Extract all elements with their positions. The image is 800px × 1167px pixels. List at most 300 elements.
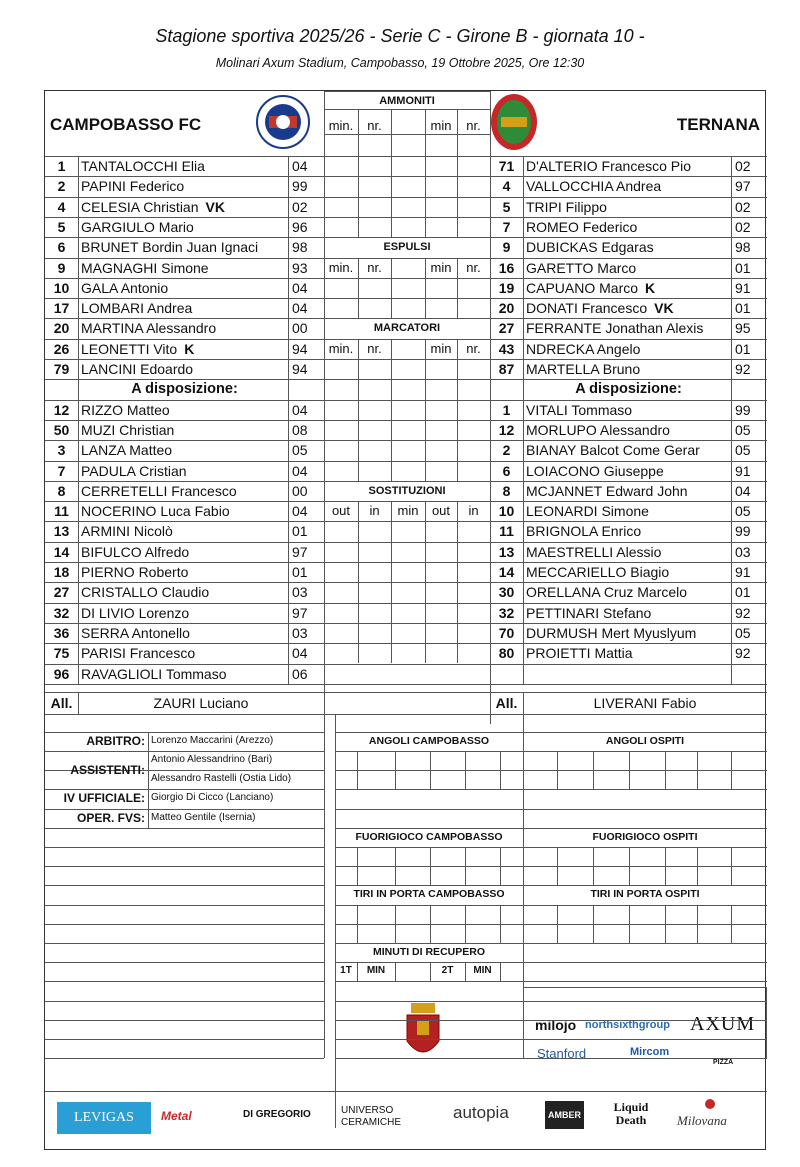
ammoniti-header: AMMONITI <box>379 95 435 107</box>
home-player-name-text: LANCINI Edoardo <box>81 361 194 377</box>
grid-line <box>335 981 767 982</box>
grid-line <box>731 905 732 943</box>
away-bench-number: 80 <box>498 645 515 662</box>
first-half-label: 1T <box>340 965 352 977</box>
grid-line <box>593 751 594 789</box>
away-player-name-text: FERRANTE Jonathan Alexis <box>526 320 704 337</box>
sponsor-stanford: Stanford <box>537 1046 587 1061</box>
home-player-code: 96 <box>292 218 308 235</box>
away-bench-name: LEONARDI Simone <box>526 503 649 520</box>
grid-line <box>324 623 490 624</box>
grid-line <box>45 714 767 715</box>
away-bench-number: 32 <box>498 604 515 621</box>
home-player-code: 04 <box>292 300 308 317</box>
grid-line <box>500 962 501 981</box>
away-player-number: 20 <box>498 300 515 317</box>
home-player-name <box>81 197 287 217</box>
away-bench-number: 30 <box>498 584 515 601</box>
home-player-name-text: LOMBARI Andrea <box>81 300 193 317</box>
home-coach-label: All. <box>50 694 73 711</box>
home-player-name <box>81 176 287 196</box>
away-bench-code: 91 <box>735 462 751 479</box>
grid-line <box>697 847 698 885</box>
official-name-assistente2: Alessandro Rastelli (Ostia Lido) <box>151 773 292 785</box>
espulsi-min2-label: min <box>430 259 452 275</box>
away-bench-name: MECCARIELLO Biagio <box>526 564 670 580</box>
away-player-name <box>526 217 731 237</box>
away-player-name-text: CAPUANO Marco <box>526 279 639 296</box>
away-player-number: 5 <box>502 198 511 215</box>
away-bench-code: 99 <box>735 523 751 540</box>
match-venue: Molinari Axum Stadium, Campobasso, 19 Ottobre 2025, Ore 12:30 <box>215 56 585 70</box>
home-bench-name: MUZI Christian <box>81 421 175 438</box>
home-player-code: 94 <box>292 361 308 377</box>
grid-line <box>665 847 666 885</box>
away-player-name <box>526 359 731 379</box>
away-bench-name: LOIACONO Giuseppe <box>526 462 664 479</box>
official-name-arbitro: Lorenzo Maccarini (Arezzo) <box>151 734 274 746</box>
away-bench-code: 05 <box>735 442 751 459</box>
marcatori-header: MARCATORI <box>373 322 441 335</box>
grid-line <box>324 461 490 462</box>
grid-line <box>391 501 392 663</box>
home-bench-code: 03 <box>292 624 308 641</box>
grid-line <box>324 714 325 1058</box>
home-player-number: 10 <box>53 279 70 296</box>
sponsor-milojo: milojo <box>535 1017 577 1033</box>
home-bench-number: 75 <box>53 645 70 662</box>
grid-line <box>629 905 630 943</box>
away-player-name <box>526 339 731 359</box>
sponsor-universo-ceramiche: UNIVERSO CERAMICHE <box>341 1105 402 1128</box>
home-player-number: 20 <box>53 320 70 337</box>
home-player-name <box>81 318 287 338</box>
ammoniti-min2-label: min <box>430 118 452 133</box>
home-player-code: 94 <box>292 340 308 357</box>
corners-home-header: ANGOLI CAMPOBASSO <box>368 734 490 747</box>
home-player-name-text: TANTALOCCHI Elia <box>81 158 205 174</box>
home-bench-name: DI LIVIO Lorenzo <box>81 604 190 621</box>
home-player-number: 2 <box>57 178 66 195</box>
grid-line <box>324 440 490 441</box>
sponsor-axum: AXUM <box>690 1013 756 1035</box>
home-player-number: 6 <box>57 239 66 256</box>
grid-line <box>335 924 767 925</box>
away-player-code: 02 <box>735 158 751 174</box>
official-label-fvs_label: OPER. FVS: <box>76 810 145 825</box>
grid-line <box>335 962 767 963</box>
milovana-logo-icon <box>705 1099 715 1109</box>
home-team-name: CAMPOBASSO FC <box>50 115 202 134</box>
home-bench-code: 05 <box>292 442 308 459</box>
away-player-name <box>526 258 731 278</box>
away-bench-number: 12 <box>498 421 515 438</box>
away-bench-number: 1 <box>502 401 511 418</box>
grid-line <box>45 1039 324 1040</box>
away-player-number: 7 <box>502 218 511 235</box>
grid-line <box>324 156 490 157</box>
grid-line <box>523 156 524 684</box>
home-player-number: 17 <box>53 300 70 317</box>
home-bench-code: 08 <box>292 421 308 438</box>
grid-line <box>335 789 767 790</box>
ammoniti-nr2-label: nr. <box>466 118 481 133</box>
grid-line <box>357 751 358 789</box>
grid-line <box>45 943 324 944</box>
shots-home-header: TIRI IN PORTA CAMPOBASSO <box>353 888 505 901</box>
grid-line <box>358 339 359 481</box>
home-bench-number: 13 <box>53 523 70 540</box>
away-player-name-text: DONATI Francesco <box>526 300 648 317</box>
grid-line <box>500 905 501 943</box>
away-player-code: 95 <box>735 320 751 337</box>
grid-line <box>731 156 732 684</box>
espulsi-nr-label: nr. <box>367 259 382 275</box>
grid-line <box>45 828 324 829</box>
grid-line <box>391 339 392 481</box>
grid-line <box>324 278 490 279</box>
grid-line <box>500 751 501 789</box>
home-player-name-text: MARTINA Alessandro <box>81 320 217 337</box>
sponsor-levigas: LEVIGAS <box>57 1102 151 1134</box>
home-bench-code: 01 <box>292 523 308 540</box>
away-captain-badge: VK <box>654 300 674 317</box>
home-player-number: 4 <box>57 198 66 215</box>
home-player-name-text: CELESIA Christian <box>81 198 199 215</box>
grid-line <box>78 156 79 684</box>
grid-line <box>324 359 490 360</box>
home-captain-badge: K <box>184 340 195 357</box>
home-bench-number: 3 <box>57 442 66 459</box>
sostituzioni-header: SOSTITUZIONI <box>368 484 446 497</box>
grid-line <box>324 400 490 401</box>
away-player-code: 02 <box>735 218 751 235</box>
away-player-code: 01 <box>735 300 751 317</box>
grid-line <box>665 751 666 789</box>
away-bench-name: MCJANNET Edward John <box>526 482 688 499</box>
official-name-iv: Giorgio Di Cicco (Lanciano) <box>151 792 274 804</box>
grid-line <box>335 751 767 752</box>
grid-line <box>557 751 558 789</box>
home-player-name <box>81 258 287 278</box>
away-player-code: 91 <box>735 279 751 296</box>
home-player-code: 04 <box>292 279 308 296</box>
away-player-name-text: VALLOCCHIA Andrea <box>526 178 662 195</box>
home-bench-number: 11 <box>54 503 69 520</box>
home-player-number: 1 <box>57 158 66 174</box>
home-bench-name: PIERNO Roberto <box>81 564 189 580</box>
home-bench-name: CERRETELLI Francesco <box>81 482 237 499</box>
grid-line <box>324 562 490 563</box>
grid-line <box>324 603 490 604</box>
away-bench-code: 01 <box>735 584 751 601</box>
grid-line <box>731 847 732 885</box>
ternana-crest-icon <box>489 92 539 152</box>
away-player-number: 71 <box>498 158 515 174</box>
away-player-number: 87 <box>498 361 515 377</box>
away-player-number: 9 <box>502 239 511 256</box>
grid-line <box>324 197 490 198</box>
away-player-name <box>526 318 731 338</box>
grid-line <box>731 751 732 789</box>
home-player-code: 93 <box>292 259 308 276</box>
home-player-name <box>81 339 287 359</box>
grid-line <box>45 847 324 848</box>
grid-line <box>425 339 426 481</box>
sponsor-mircom: Mircom <box>630 1046 670 1058</box>
second-half-min-label: MIN <box>473 965 492 977</box>
away-bench-number: 14 <box>498 564 515 580</box>
away-player-name <box>526 237 731 257</box>
grid-line <box>490 664 767 665</box>
home-bench-name: SERRA Antonello <box>81 624 190 641</box>
grid-line <box>457 501 458 663</box>
away-player-name <box>526 298 731 318</box>
grid-line <box>500 847 501 885</box>
official-label-arbitro_label: ARBITRO: <box>86 733 145 748</box>
grid-line <box>324 176 490 177</box>
away-player-name-text: DUBICKAS Edgaras <box>526 239 654 256</box>
home-bench-name: PARISI Francesco <box>81 645 196 662</box>
grid-line <box>665 905 666 943</box>
grid-line <box>324 684 490 685</box>
grid-line <box>45 885 324 886</box>
sponsor-liquid-death: Liquid Death <box>613 1100 649 1127</box>
grid-line <box>629 847 630 885</box>
grid-line <box>335 809 767 810</box>
sponsor-metal: Metal <box>161 1109 192 1123</box>
away-player-number: 27 <box>498 320 515 337</box>
home-captain-badge: VK <box>205 198 225 215</box>
home-bench-number: 32 <box>53 604 70 621</box>
grid-line <box>335 847 767 848</box>
grid-line <box>335 714 336 1128</box>
home-bench-header: A disposizione: <box>131 381 238 398</box>
away-player-name-text: MARTELLA Bruno <box>526 361 641 377</box>
grid-line <box>557 905 558 943</box>
home-player-name-text: BRUNET Bordin Juan Ignaci <box>81 239 259 256</box>
away-bench-name: BRIGNOLA Enrico <box>526 523 642 540</box>
grid-line <box>430 905 431 943</box>
grid-line <box>629 751 630 789</box>
home-bench-number: 27 <box>53 584 70 601</box>
grid-line <box>335 770 767 771</box>
grid-line <box>425 501 426 663</box>
grid-line <box>465 847 466 885</box>
away-bench-name: MAESTRELLI Alessio <box>526 543 662 560</box>
grid-line <box>45 1001 324 1002</box>
away-bench-number: 2 <box>502 442 511 459</box>
away-bench-code: 05 <box>735 421 751 438</box>
marcatori-nr2-label: nr. <box>466 340 481 356</box>
away-player-name-text: GARETTO Marco <box>526 259 637 276</box>
away-bench-code: 92 <box>735 645 751 662</box>
sost-in-label: in <box>369 503 380 519</box>
home-bench-code: 04 <box>292 645 308 662</box>
grid-line <box>45 962 324 963</box>
home-bench-name: BIFULCO Alfredo <box>81 543 190 560</box>
grid-line <box>45 905 324 906</box>
grid-line <box>288 156 289 684</box>
grid-line <box>395 847 396 885</box>
first-half-min-label: MIN <box>366 965 386 977</box>
grid-line <box>465 751 466 789</box>
home-bench-code: 97 <box>292 604 308 621</box>
grid-line <box>324 217 490 218</box>
away-bench-name: PETTINARI Stefano <box>526 604 652 621</box>
grid-line <box>45 1058 324 1059</box>
grid-line <box>358 501 359 663</box>
home-player-code: 98 <box>292 239 308 256</box>
sost-in2-label: in <box>468 503 479 519</box>
grid-line <box>324 91 325 724</box>
espulsi-nr2-label: nr. <box>466 259 481 275</box>
away-bench-number: 6 <box>502 462 511 479</box>
season-title: Stagione sportiva 2025/26 - Serie C - Girone B - giornata 10 - <box>155 26 645 46</box>
away-player-code: 02 <box>735 198 751 215</box>
grid-line <box>697 905 698 943</box>
away-bench-code: 05 <box>735 624 751 641</box>
home-player-number: 9 <box>57 259 66 276</box>
sponsor-autopia: autopia <box>453 1103 509 1122</box>
home-bench-code: 00 <box>292 482 308 499</box>
grid-line <box>335 866 767 867</box>
away-player-name-text: TRIPI Filippo <box>526 198 607 215</box>
home-player-name-text: GARGIULO Mario <box>81 218 194 235</box>
home-bench-number: 96 <box>53 665 70 682</box>
official-label-assistenti: ASSISTENTI: <box>70 763 145 777</box>
grid-line <box>45 924 324 925</box>
home-bench-number: 36 <box>53 624 70 641</box>
away-bench-code: 04 <box>735 482 751 499</box>
home-bench-code: 04 <box>292 503 308 520</box>
home-player-name-text: PAPINI Federico <box>81 178 185 195</box>
grid-line <box>395 905 396 943</box>
away-player-number: 4 <box>502 178 511 195</box>
grid-line <box>324 420 490 421</box>
away-bench-name: DURMUSH Mert Myuslyum <box>526 624 697 641</box>
grid-line <box>45 1020 324 1021</box>
away-bench-name: MORLUPO Alessandro <box>526 421 670 438</box>
grid-line <box>357 905 358 943</box>
home-player-number: 26 <box>53 340 70 357</box>
away-bench-number: 13 <box>498 543 515 560</box>
home-player-name <box>81 359 287 379</box>
away-player-name-text: D'ALTERIO Francesco Pio <box>526 158 692 174</box>
home-player-name-text: LEONETTI Vito <box>81 340 178 357</box>
match-sheet <box>44 90 766 1150</box>
away-player-name-text: NDRECKA Angelo <box>526 340 641 357</box>
away-bench-name: VITALI Tommaso <box>526 401 633 418</box>
sost-out2-label: out <box>431 503 451 519</box>
home-player-name-text: GALA Antonio <box>81 279 169 296</box>
sponsor-milovana: Milovana <box>677 1113 727 1128</box>
grid-line <box>45 684 324 685</box>
grid-line <box>45 981 324 982</box>
grid-line <box>430 847 431 885</box>
official-name-fvs: Matteo Gentile (Isernia) <box>151 811 256 823</box>
grid-line <box>324 542 490 543</box>
home-player-name <box>81 156 287 176</box>
away-player-code: 98 <box>735 239 751 256</box>
sponsor-pizza: PIZZA <box>713 1059 734 1066</box>
away-bench-number: 70 <box>498 624 515 641</box>
away-player-name <box>526 278 731 298</box>
ammoniti-min-label: min. <box>328 118 354 133</box>
second-half-label: 2T <box>441 965 454 977</box>
away-player-number: 16 <box>498 259 515 276</box>
grid-line <box>45 1091 767 1092</box>
home-player-code: 99 <box>292 178 308 195</box>
home-player-name <box>81 237 287 257</box>
sponsor-di-gregorio: DI GREGORIO <box>243 1109 311 1120</box>
grid-line <box>465 905 466 943</box>
away-player-name-text: ROMEO Federico <box>526 218 638 235</box>
home-bench-number: 8 <box>57 482 66 499</box>
grid-line <box>148 732 149 828</box>
away-bench-code: 05 <box>735 503 751 520</box>
away-bench-code: 03 <box>735 543 751 560</box>
espulsi-min-label: min. <box>328 259 354 275</box>
away-bench-number: 11 <box>499 523 514 540</box>
away-bench-code: 99 <box>735 401 751 418</box>
stoppage-time-header: MINUTI DI RECUPERO <box>372 946 485 958</box>
home-bench-number: 18 <box>53 564 70 580</box>
ammoniti-nr-label: nr. <box>367 118 382 133</box>
home-player-code: 02 <box>292 198 308 215</box>
grid-line <box>557 847 558 885</box>
sponsor-box <box>523 987 767 1059</box>
grid-line <box>395 962 396 981</box>
marcatori-min-label: min. <box>328 340 354 356</box>
away-bench-header: A disposizione: <box>575 381 682 398</box>
home-player-number: 5 <box>57 218 66 235</box>
marcatori-nr-label: nr. <box>367 340 382 356</box>
home-bench-name: RIZZO Matteo <box>81 401 170 418</box>
espulsi-header: ESPULSI <box>383 241 431 254</box>
home-bench-number: 50 <box>53 421 70 438</box>
away-captain-badge: K <box>645 279 656 296</box>
grid-line <box>324 582 490 583</box>
home-player-name <box>81 298 287 318</box>
grid-line <box>324 379 490 380</box>
home-bench-number: 12 <box>53 401 70 418</box>
grid-line <box>593 905 594 943</box>
grid-line <box>391 109 392 237</box>
grid-line <box>335 905 767 906</box>
home-bench-code: 01 <box>292 564 308 580</box>
grid-line <box>697 751 698 789</box>
away-player-number: 19 <box>498 279 515 296</box>
home-bench-name: RAVAGLIOLI Tommaso <box>81 665 227 682</box>
shots-away-header: TIRI IN PORTA OSPITI <box>590 888 700 901</box>
home-player-code: 00 <box>292 320 308 337</box>
away-player-code: 01 <box>735 340 751 357</box>
away-bench-name: PROIETTI Mattia <box>526 645 633 662</box>
grid-line <box>457 339 458 481</box>
grid-line <box>593 847 594 885</box>
away-team-name: TERNANA <box>676 115 760 134</box>
home-bench-code: 04 <box>292 401 308 418</box>
official-label-iv_label: IV UFFICIALE: <box>63 791 145 806</box>
city-coat-of-arms-icon <box>403 1001 443 1063</box>
grid-line <box>395 751 396 789</box>
away-player-name <box>526 176 731 196</box>
offside-home-header: FUORIGIOCO CAMPOBASSO <box>355 830 503 843</box>
grid-line <box>324 664 490 665</box>
away-bench-name: BIANAY Balcot Come Gerar <box>526 442 700 459</box>
home-bench-name: PADULA Cristian <box>81 462 187 479</box>
